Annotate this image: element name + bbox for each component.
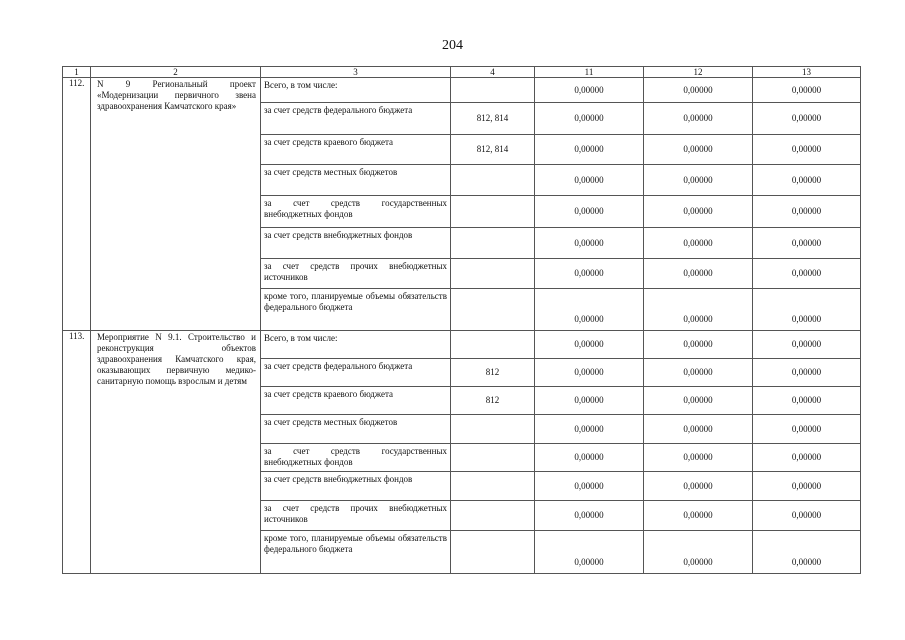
value-col-12: 0,00000 — [644, 165, 753, 196]
value-col-12: 0,00000 — [644, 228, 753, 259]
value-col-12: 0,00000 — [644, 359, 753, 387]
budget-code — [451, 165, 535, 196]
value-col-12: 0,00000 — [644, 289, 753, 331]
budget-code: 812 — [451, 387, 535, 415]
value-col-11: 0,00000 — [535, 501, 644, 531]
budget-code — [451, 289, 535, 331]
value-col-13: 0,00000 — [753, 228, 861, 259]
row-number: 113. — [63, 331, 91, 574]
value-col-11: 0,00000 — [535, 359, 644, 387]
value-col-12: 0,00000 — [644, 415, 753, 444]
header-cell: 13 — [753, 67, 861, 78]
value-col-13: 0,00000 — [753, 165, 861, 196]
value-col-13: 0,00000 — [753, 531, 861, 574]
header-cell: 1 — [63, 67, 91, 78]
value-col-13: 0,00000 — [753, 196, 861, 228]
table-row — [63, 331, 861, 359]
budget-code — [451, 196, 535, 228]
value-col-12: 0,00000 — [644, 387, 753, 415]
value-col-11: 0,00000 — [535, 103, 644, 135]
budget-code — [451, 472, 535, 501]
value-col-12: 0,00000 — [644, 135, 753, 165]
budget-code — [451, 444, 535, 472]
budget-code — [451, 531, 535, 574]
budget-code: 812, 814 — [451, 103, 535, 135]
budget-code — [451, 331, 535, 359]
budget-code: 812 — [451, 359, 535, 387]
project-name: Мероприятие N 9.1. Строительство и реконструкция объектов здравоохранения Камчатского края, оказывающих первичную медико-санитарную помощь взрослым и детям — [91, 331, 261, 574]
value-col-13: 0,00000 — [753, 289, 861, 331]
value-col-11: 0,00000 — [535, 387, 644, 415]
value-col-12: 0,00000 — [644, 501, 753, 531]
funding-source: за счет средств краевого бюджета — [261, 135, 451, 165]
value-col-11: 0,00000 — [535, 331, 644, 359]
value-col-11: 0,00000 — [535, 415, 644, 444]
funding-source: Всего, в том числе: — [261, 331, 451, 359]
budget-code — [451, 259, 535, 289]
table-row — [63, 78, 861, 103]
value-col-13: 0,00000 — [753, 331, 861, 359]
header-cell: 12 — [644, 67, 753, 78]
value-col-12: 0,00000 — [644, 103, 753, 135]
funding-source: за счет средств внебюджетных фондов — [261, 228, 451, 259]
value-col-11: 0,00000 — [535, 259, 644, 289]
value-col-13: 0,00000 — [753, 444, 861, 472]
value-col-11: 0,00000 — [535, 472, 644, 501]
value-col-11: 0,00000 — [535, 165, 644, 196]
value-col-13: 0,00000 — [753, 259, 861, 289]
funding-source: за счет средств федерального бюджета — [261, 359, 451, 387]
page-number: 204 — [442, 38, 463, 53]
funding-source: за счет средств местных бюджетов — [261, 165, 451, 196]
value-col-11: 0,00000 — [535, 135, 644, 165]
funding-source: кроме того, планируемые объемы обязательств федерального бюджета — [261, 289, 451, 331]
funding-source: кроме того, планируемые объемы обязательств федерального бюджета — [261, 531, 451, 574]
budget-code — [451, 228, 535, 259]
value-col-11: 0,00000 — [535, 531, 644, 574]
value-col-13: 0,00000 — [753, 103, 861, 135]
value-col-11: 0,00000 — [535, 289, 644, 331]
funding-source: за счет средств государственных внебюджетных фондов — [261, 196, 451, 228]
budget-code — [451, 501, 535, 531]
value-col-13: 0,00000 — [753, 387, 861, 415]
funding-source: за счет средств краевого бюджета — [261, 387, 451, 415]
funding-source: за счет средств местных бюджетов — [261, 415, 451, 444]
value-col-13: 0,00000 — [753, 359, 861, 387]
value-col-11: 0,00000 — [535, 228, 644, 259]
value-col-12: 0,00000 — [644, 531, 753, 574]
value-col-12: 0,00000 — [644, 444, 753, 472]
budget-table — [62, 66, 861, 574]
funding-source: за счет средств внебюджетных фондов — [261, 472, 451, 501]
value-col-11: 0,00000 — [535, 196, 644, 228]
value-col-11: 0,00000 — [535, 78, 644, 103]
header-row — [63, 67, 861, 78]
value-col-13: 0,00000 — [753, 135, 861, 165]
budget-code — [451, 415, 535, 444]
project-name: N 9 Региональный проект «Модернизации первичного звена здравоохранения Камчатского края» — [91, 78, 261, 331]
value-col-13: 0,00000 — [753, 501, 861, 531]
header-cell: 4 — [451, 67, 535, 78]
header-cell: 3 — [261, 67, 451, 78]
value-col-11: 0,00000 — [535, 444, 644, 472]
value-col-12: 0,00000 — [644, 472, 753, 501]
value-col-12: 0,00000 — [644, 196, 753, 228]
value-col-12: 0,00000 — [644, 331, 753, 359]
budget-code: 812, 814 — [451, 135, 535, 165]
funding-source: за счет средств государственных внебюджетных фондов — [261, 444, 451, 472]
value-col-13: 0,00000 — [753, 78, 861, 103]
funding-source: за счет средств федерального бюджета — [261, 103, 451, 135]
funding-source: Всего, в том числе: — [261, 78, 451, 103]
funding-source: за счет средств прочих внебюджетных источников — [261, 259, 451, 289]
budget-code — [451, 78, 535, 103]
value-col-12: 0,00000 — [644, 78, 753, 103]
value-col-13: 0,00000 — [753, 415, 861, 444]
value-col-13: 0,00000 — [753, 472, 861, 501]
funding-source: за счет средств прочих внебюджетных источников — [261, 501, 451, 531]
row-number: 112. — [63, 78, 91, 331]
header-cell: 2 — [91, 67, 261, 78]
value-col-12: 0,00000 — [644, 259, 753, 289]
header-cell: 11 — [535, 67, 644, 78]
